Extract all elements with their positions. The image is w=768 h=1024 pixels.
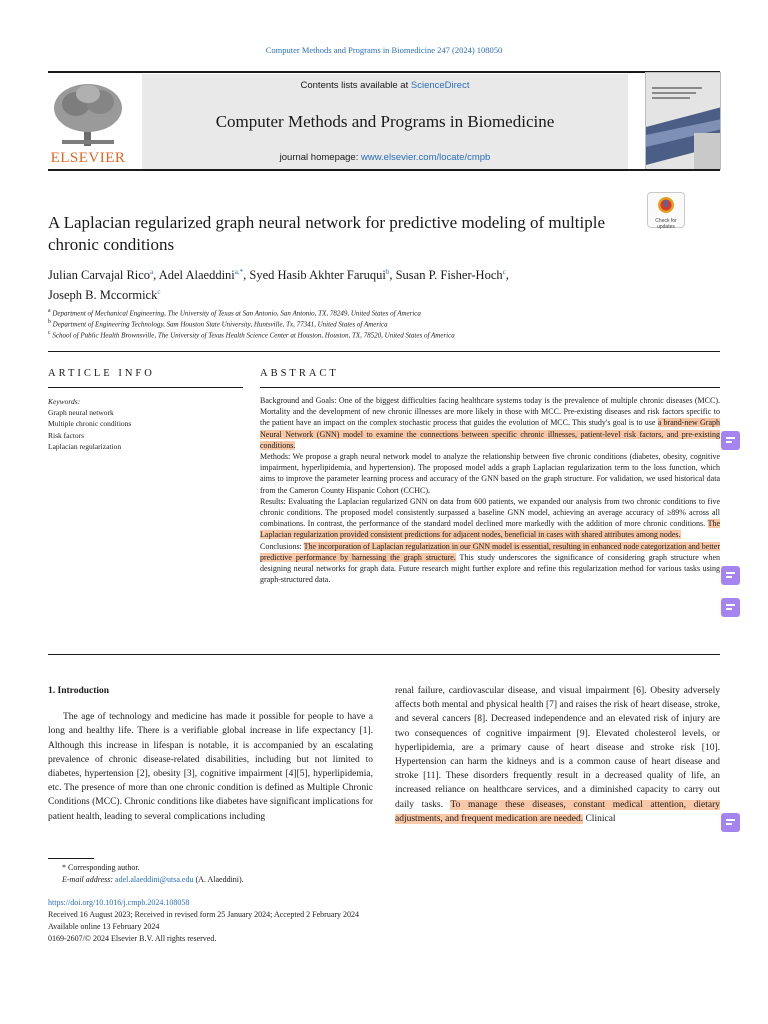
email-link[interactable]: adel.alaeddini@utsa.edu — [115, 875, 194, 884]
footnote-star: * — [62, 863, 66, 872]
abstract-conclusions — [260, 541, 720, 586]
abstract-text: Results: Evaluating the Laplacian regularized GNN on data from 600 patients, we expanded our analysis from two chronic conditions to five chronic conditions. The proposed model consistently surpassed a baseline GNN model, achieving an average accuracy of ≥89% across all combinations. In contrast, the performance of the standard model declined more markedly with the addition of more chronic conditions. — [260, 496, 720, 529]
footnote — [48, 862, 448, 886]
abstract-bottom-rule — [48, 654, 720, 655]
contents-available-line — [142, 80, 628, 91]
abstract-text: This study underscores the significance of considering graph structure when designing neural networks for graph data. Future research might further explore and refine this regularization method for various tasks using graph-structured data. — [260, 552, 721, 585]
comment-note-icon[interactable] — [721, 813, 740, 832]
front-matter-rule — [48, 351, 720, 352]
intro-column-right — [395, 684, 720, 826]
email-suffix: (A. Alaeddini). — [193, 875, 244, 884]
footnote-rule — [48, 858, 94, 859]
body-text: renal failure, cardiovascular disease, and visual impairment [6]. Obesity adversely affects both mental and physical health [7] and raises the risk of heart disease, stroke, and several cancers [8]. Decreased independence and an elevated risk of injury are two consequences of cognitive impairment [9]. Elevated cholesterol levels, or hyperlipidemia, are a primary cause of heart disease and stroke risk [10]. Hypertension can harm the kidneys and is a common cause of heart disease and stroke [11]. These disorders frequently result in a decreased quality of life, an increased reliance on healthcare services, and a diminished capacity to carry out daily tasks. — [395, 686, 720, 810]
article-info-heading: ARTICLE INFO — [48, 368, 155, 379]
corresponding-text: Corresponding author. — [68, 863, 140, 872]
keyword-item: Multiple chronic conditions — [48, 419, 132, 429]
journal-homepage-line — [142, 152, 628, 163]
author-affil-mark[interactable]: a — [150, 268, 154, 276]
body-text: Clinical — [583, 813, 616, 824]
abstract-text: Background and Goals: One of the biggest difficulties facing healthcare systems today is the prevalence of multiple chronic diseases (MCC). Mortality and the development of new chronic illnesses are more likely in those with MCC. Pre-existing diseases and risk factors specific to the patient have an impact on the complex stochastic process that guides the evolution of MCC. This study's goal is to use — [260, 396, 720, 428]
abstract-rule — [260, 387, 720, 388]
corresponding-author-note — [48, 862, 448, 874]
available-online: Available online 13 February 2024 — [48, 922, 160, 931]
email-line — [48, 874, 448, 886]
author-name[interactable]: Susan P. Fisher-Hoch — [395, 268, 503, 283]
abstract-results — [260, 496, 720, 541]
sciencedirect-link[interactable]: ScienceDirect — [410, 80, 470, 91]
affiliation-mark: c — [48, 330, 51, 336]
journal-cover-thumbnail[interactable] — [645, 72, 721, 170]
email-label: E-mail address: — [62, 875, 116, 884]
affiliation-text: Department of Engineering Technology, Sam Houston State University, Huntsville, Tx, 77341, United States of America — [52, 320, 388, 329]
keywords-block — [48, 396, 243, 452]
article-title: A Laplacian regularized graph neural network for predictive modeling of multiple chronic conditions — [48, 213, 606, 254]
journal-title: Computer Methods and Programs in Biomedicine — [215, 112, 555, 131]
article-info-rule — [48, 387, 243, 388]
abstract-text: Conclusions: — [260, 541, 304, 551]
check-for-updates-button[interactable] — [647, 192, 685, 228]
abstract-heading: ABSTRACT — [260, 368, 339, 379]
author-affil-mark[interactable]: c — [502, 268, 506, 276]
keyword-item: Graph neural network — [48, 408, 114, 418]
affiliation-mark: a — [48, 308, 51, 314]
section-heading: 1. Introduction — [48, 686, 110, 696]
check-for-updates-icon — [656, 196, 676, 214]
author-affil-mark[interactable]: a,* — [234, 268, 244, 276]
highlighted-text[interactable]: a brand-new Graph Neural Network (GNN) model to examine the connections between specific chronic illnesses, patient-level risk factors, and pre-existing conditions. — [260, 418, 720, 450]
header-bottom-rule — [48, 169, 720, 171]
abstract-body — [260, 395, 720, 585]
author-name[interactable]: Julian Carvajal Rico — [48, 268, 151, 283]
intro-column-left — [48, 684, 373, 824]
received-dates: Received 16 August 2023; Received in revised form 25 January 2024; Accepted 2 February 2024 — [48, 910, 360, 919]
abstract-background — [260, 395, 720, 451]
comment-note-icon[interactable] — [721, 431, 740, 450]
author-affil-mark[interactable]: b — [385, 268, 390, 276]
intro-paragraph — [395, 684, 720, 826]
check-for-updates-label: Check for updates — [655, 218, 677, 230]
author-name[interactable]: Joseph B. Mccormick — [48, 288, 158, 303]
intro-paragraph: The age of technology and medicine has made it possible for people to have a long and healthy life. There is a verifiable global increase in life expectancy [1]. Although this increase in lifespan is notable, it is accompanied by an escalating prevalence of chronic disease-related disabilities, including but not limited to diabetes, hypertension [2], obesity [3], cognitive impairment [4][5], hyperlipidemia, etc. The presence of more than one chronic condition is defined as Multiple Chronic Conditions (MCC). Chronic conditions like diabetes have significant implications for patient health, leading to several complications including — [48, 712, 373, 822]
contents-prefix: Contents lists available at — [300, 80, 411, 91]
author-affil-mark[interactable]: c — [157, 288, 161, 297]
keyword-item: Laplacian regularization — [48, 441, 122, 451]
journal-citation[interactable]: Computer Methods and Programs in Biomedicine 247 (2024) 108050 — [265, 45, 503, 55]
elsevier-tree-logo — [48, 78, 128, 150]
highlighted-text[interactable]: The Laplacian regularization provided consistent predictions for adjacent nodes, beneficial in cases with shared attributes among nodes. — [260, 519, 720, 540]
affiliation — [48, 328, 720, 340]
copyright: 0169-2607/© 2024 Elsevier B.V. All rights reserved. — [48, 934, 217, 943]
elsevier-wordmark: ELSEVIER — [50, 150, 126, 166]
affiliation-mark: b — [48, 319, 51, 325]
highlighted-text[interactable]: To manage these diseases, constant medical attention, dietary adjustments, and frequent medication are needed. — [395, 799, 720, 824]
journal-homepage-link[interactable]: www.elsevier.com/locate/cmpb — [360, 152, 491, 163]
affiliation-text: School of Public Health Brownsville, The University of Texas Health Science Center at Houston, Houston, TX, 78520, United States of America — [52, 331, 455, 340]
author-name[interactable]: Syed Hasib Akhter Faruqui — [249, 268, 386, 283]
comment-note-icon[interactable] — [721, 598, 740, 617]
author-list: Julian Carvajal Rico$^a$, Adel Alaeddini$^{a,*}$, Syed Hasib Akhter Faruqui$^b$, Susan P. Fisher-Hoch$^c$, Joseph B. Mccormick$^c$ — [48, 268, 509, 303]
doi-link[interactable]: https://doi.org/10.1016/j.cmpb.2024.108058 — [48, 898, 190, 907]
keywords-label: Keywords: — [48, 397, 81, 406]
author-name[interactable]: Adel Alaeddini — [158, 268, 235, 283]
keyword-item: Risk factors — [48, 430, 85, 440]
publication-info — [48, 897, 648, 945]
comment-note-icon[interactable] — [721, 566, 740, 585]
affiliation-text: Department of Mechanical Engineering, The University of Texas at San Antonio, San Antonio, TX, 78249, United States of America — [52, 309, 421, 318]
abstract-methods: Methods: We propose a graph neural network model to analyze the relationship between five chronic conditions (diabetes, obesity, cognitive impairment, hyperlipidemia, and hypertension). The proposed model adds a graph Laplacian regularization term to the loss function, which aims to improve the parameter learning process and accuracy of the GNN based on the graph structure. For validation, we used historical data from the Cameron County Hispanic Cohort (CCHC). — [260, 452, 720, 495]
homepage-prefix: journal homepage: — [279, 152, 361, 163]
header-top-rule — [48, 71, 720, 73]
highlighted-text[interactable]: The incorporation of Laplacian regularization in our GNN model is essential, resulting in enhanced node categorization and better predictive performance by harnessing the graph structure. — [260, 541, 720, 562]
